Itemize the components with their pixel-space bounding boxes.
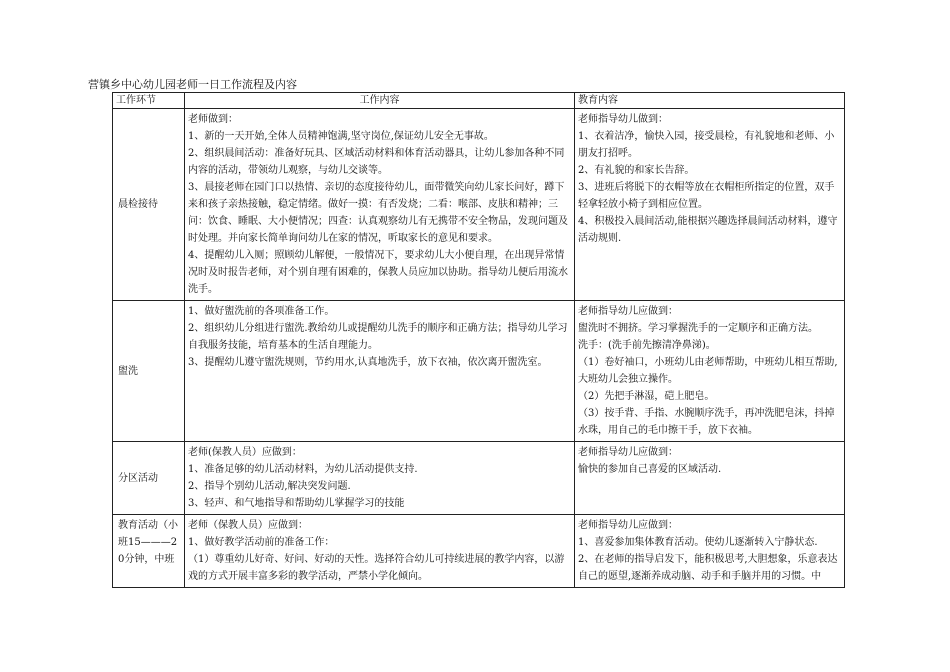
edu-cell <box>575 109 845 301</box>
work-cell <box>185 301 575 442</box>
edu-line: （2）先把手淋湿，硙上肥皂。 <box>578 391 715 402</box>
edu-line: 老师指导幼儿做到： <box>578 114 668 125</box>
header-edu: 教育内容 <box>575 93 845 109</box>
edu-line: （1）卷好袖口，小班幼儿由老师帮助，中班幼儿相互帮助,大班幼儿会独立操作。 <box>578 357 838 385</box>
edu-line: 盥洗时不拥挤。学习掌握洗手的一定顺序和正确方法。 <box>578 323 818 334</box>
edu-line: 2、在老师的指导启发下，能积极思考,大胆想象，乐意表达自己的愿望,逐渐养成动脑、动手和手脑并用的习惯。中 <box>578 554 838 582</box>
work-line: （1）尊重幼儿好奇、好问、好动的天性。选择符合幼儿可持续进展的教学内容，以游戏的方式开展丰富多彩的教学活动，严禁小学化倾向。 <box>188 554 565 582</box>
work-line: 2、组织晨间活动：准备好玩具、区域活动材料和体育活动器具，让幼儿参加各种不同内容的活动，带领幼儿观察，与幼儿交谈等。 <box>188 148 565 176</box>
edu-line: 洗手：(洗手前先擦清净鼻涕)。 <box>578 340 716 351</box>
work-cell <box>185 515 575 588</box>
work-line: 1、准备足够的幼儿活动材料，为幼儿活动提供支持. <box>188 464 418 475</box>
edu-cell <box>575 442 845 515</box>
edu-line: 1、衣着洁净，愉快入园，接受晨检，有礼貌地和老师、小朋友打招呼。 <box>578 131 835 159</box>
edu-line: 老师指导幼儿应做到： <box>578 306 678 317</box>
edu-cell <box>575 301 845 442</box>
workflow-table <box>112 92 845 588</box>
work-line: 老师做到： <box>188 114 238 125</box>
work-line: 1、新的一天开始,全体人员精神饱满,坚守岗位,保证幼儿安全无事故。 <box>188 131 494 142</box>
step-cell: 盥洗 <box>113 301 185 442</box>
work-line: 1、做好教学活动前的准备工作： <box>188 537 335 548</box>
work-line: 1、做好盥洗前的各项准备工作。 <box>188 306 335 317</box>
edu-line: 2、有礼貌的和家长告辞。 <box>578 165 695 176</box>
edu-line: 4、积极投入晨间活动,能根据兴趣选择晨间活动材料，遵守活动规则. <box>578 216 838 244</box>
work-line: 2、指导个别幼儿活动,解决突发问题. <box>188 481 351 492</box>
edu-line: 3、进班后将脱下的衣帽等放在衣帽柜所指定的位置，双手轻拿轻放小椅子到相应位置。 <box>578 182 835 210</box>
work-line: 老师（保教人员）应做到： <box>188 520 308 531</box>
work-line: 3、提醒幼儿遵守盥洗规则，节约用水,认真地洗手，放下衣袖，依次离开盥洗室。 <box>188 357 548 368</box>
table-row <box>113 301 845 442</box>
work-line: 2、组织幼儿分组进行盥洗.教给幼儿或提醒幼儿洗手的顺序和正确方法；指导幼儿学习自我服务技能，培育基本的生活自理能力。 <box>188 323 568 351</box>
work-line: 老师(保教人员）应做到： <box>188 447 302 458</box>
header-row <box>113 93 845 109</box>
work-line: 3、轻声、和气地指导和帮助幼儿掌握学习的技能 <box>188 498 405 509</box>
work-cell <box>185 109 575 301</box>
edu-cell <box>575 515 845 588</box>
table-row <box>113 442 845 515</box>
edu-line: （3）按手背、手指、水腕顺序洗手，再冲洗肥皂沫，抖掉水珠，用自己的毛巾擦干手，放下衣袖。 <box>578 408 835 436</box>
step-cell: 晨检接待 <box>113 109 185 301</box>
edu-line: 1、喜爱参加集体教育活动。使幼儿逐渐转入宁静状态. <box>578 537 818 548</box>
edu-line: 老师指导幼儿应做到： <box>578 447 678 458</box>
table-row <box>113 109 845 301</box>
step-cell: 教育活动（小班15———20分钟，中班 <box>113 515 185 588</box>
work-line: 3、晨接老师在园门口以热情、亲切的态度接待幼儿，面带微笑向幼儿家长问好，蹲下来和孩子亲热接触，稳定情绪。做好一摸：有否发烧；二看：喉部、皮肤和精神；三问：饮食、睡眠、大小便情况；四查：认真观察幼儿有无携带不安全物品，发现问题及时处理。并向家长简单询问幼儿在家的情况，听取家长的意见和要求。 <box>188 182 568 244</box>
edu-line: 愉快的参加自己喜爱的区域活动. <box>578 464 722 475</box>
work-line: 4、提醒幼儿入厕；照顾幼儿解便，一般情况下，要求幼儿大小便自理，在出现异常情况时及时报告老师，对个别自理有困难的，保教人员应加以协助。指导幼儿便后用流水洗手。 <box>188 250 568 295</box>
step-cell: 分区活动 <box>113 442 185 515</box>
table-row <box>113 515 845 588</box>
document-title: 营镇乡中心幼儿园老师一日工作流程及内容 <box>88 78 297 91</box>
work-cell <box>185 442 575 515</box>
header-step: 工作环节 <box>113 93 185 109</box>
header-work: 工作内容 <box>185 93 575 109</box>
edu-line: 老师指导幼儿应做到： <box>578 520 678 531</box>
